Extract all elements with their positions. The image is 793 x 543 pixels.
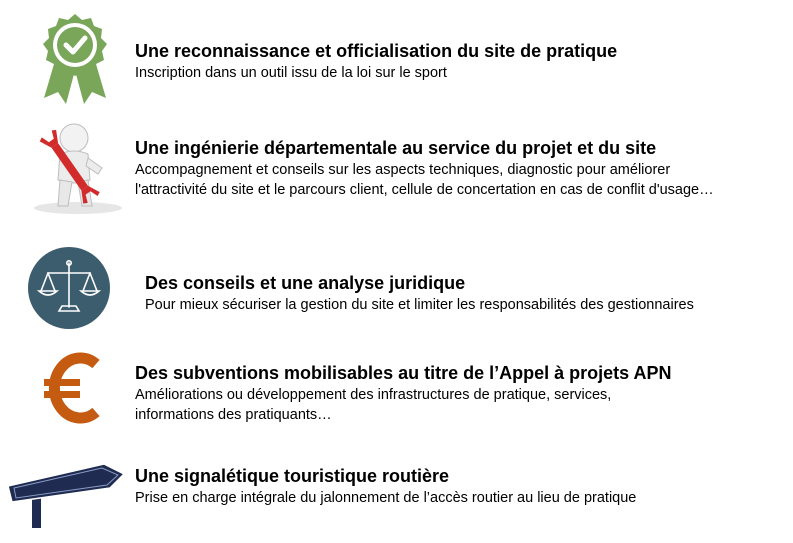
item-description: Pour mieux sécuriser la gestion du site et limiter les responsabilités des gestionnaires [145,297,694,313]
item-title: Une reconnaissance et officialisation du site de pratique [135,41,618,61]
item-description: Améliorations ou développement des infrastructures de pratique, services, informations des pratiquants… [135,387,612,423]
item-title: Une signalétique touristique routière [135,466,450,486]
item-title: Des conseils et une analyse juridique [145,273,466,293]
item-title: Une ingénierie départementale au service du projet et du site [135,138,657,158]
item-description: Accompagnement et conseils sur les aspects techniques, diagnostic pour améliorer l'attractivité du site et le parcours client, cellule de concertation en cas de conflit d'usage… [135,162,714,198]
engineer-wrench-icon [22,118,124,216]
item-description: Prise en charge intégrale du jalonnement de l’accès routier au lieu de pratique [135,490,637,506]
scales-of-justice-icon [26,245,112,331]
road-sign-icon [6,458,126,530]
item-description: Inscription dans un outil issu de la loi sur le sport [135,65,447,81]
euro-icon [42,352,104,424]
certified-badge-icon [40,12,110,107]
item-title: Des subventions mobilisables au titre de l’Appel à projets APN [135,363,672,383]
